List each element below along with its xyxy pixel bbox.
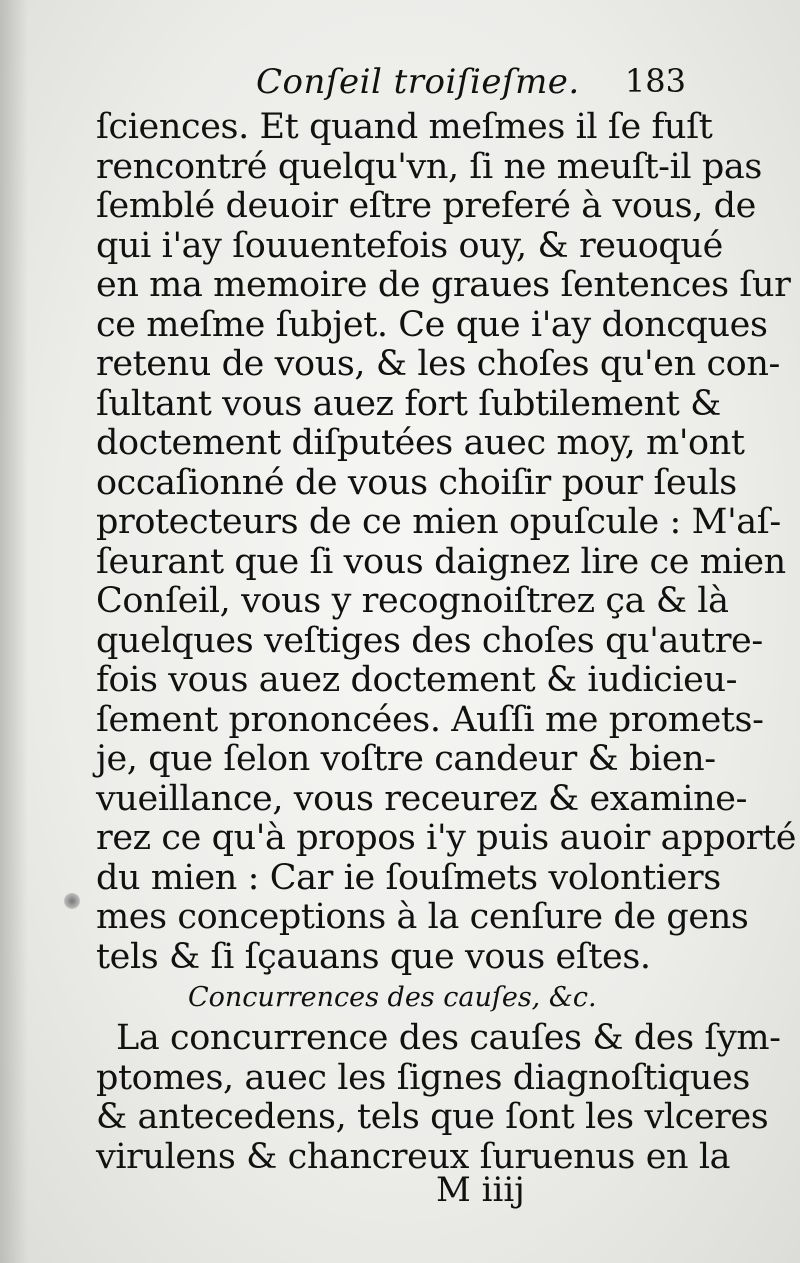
text-line: La concurrence des cauſes & des ſym-: [116, 1018, 781, 1058]
text-line: ſciences. Et quand meſmes il ſe fuſt: [96, 107, 713, 147]
text-line: vueillance, vous receurez & examine-: [96, 778, 748, 819]
text-line: ſemblé deuoir eſtre preferé à vous, de: [96, 186, 756, 226]
text-line: je, que ſelon voſtre candeur & bien-: [96, 739, 716, 779]
text-line: qui i'ay ſouuentefois ouy, & reuoqué: [96, 225, 723, 266]
ink-speck: [64, 893, 80, 909]
text-line: retenu de vous, & les choſes qu'en con-: [96, 344, 780, 384]
text-line: doctement diſputées auec moy, m'ont: [96, 423, 745, 463]
running-title: Conſeil troiſieſme.: [256, 62, 580, 102]
page-header: [96, 62, 686, 112]
text-line: ſement prononcées. Auſſi me promets-: [96, 699, 764, 740]
page-number: 183: [624, 62, 686, 100]
signature-mark: M iiij: [436, 1170, 525, 1210]
text-line: occaſionné de vous choiſir pour ſeuls: [96, 462, 737, 503]
text-line: mes conceptions à la cenſure de gens: [96, 897, 749, 937]
text-line: Conſeil, vous y recognoiſtrez ça & là: [96, 581, 729, 621]
text-line: du mien : Car ie ſouſmets volontiers: [96, 857, 721, 898]
text-line: en ma memoire de graues ſentences ſur: [96, 265, 791, 305]
text-line: tels & ſi ſçauans que vous eſtes.: [96, 936, 651, 977]
text-line: ſultant vous auez fort ſubtilement &: [96, 383, 721, 424]
text-line: protecteurs de ce mien opuſcule : M'aſ-: [96, 502, 781, 542]
section-subheading: Concurrences des cauſes, &c.: [188, 982, 597, 1013]
body-text: [96, 107, 797, 1177]
text-line: ptomes, auec les ſignes diagnoſtiques: [96, 1057, 750, 1098]
text-line: quelques veſtiges des choſes qu'autre-: [96, 620, 763, 661]
text-line: fois vous auez doctement & iudicieu-: [96, 660, 738, 700]
text-line: & antecedens, tels que ſont les vlceres: [96, 1097, 769, 1137]
text-line: rez ce qu'à propos i'y puis auoir apporté: [96, 818, 797, 858]
text-line: virulens & chancreux ſuruenus en la: [96, 1136, 731, 1177]
text-line: rencontré quelqu'vn, ſi ne meuſt-il pas: [96, 146, 762, 187]
text-line: ſeurant que ſi vous daignez lire ce mien: [96, 541, 786, 582]
text-line: ce meſme ſubjet. Ce que i'ay doncques: [96, 304, 768, 345]
